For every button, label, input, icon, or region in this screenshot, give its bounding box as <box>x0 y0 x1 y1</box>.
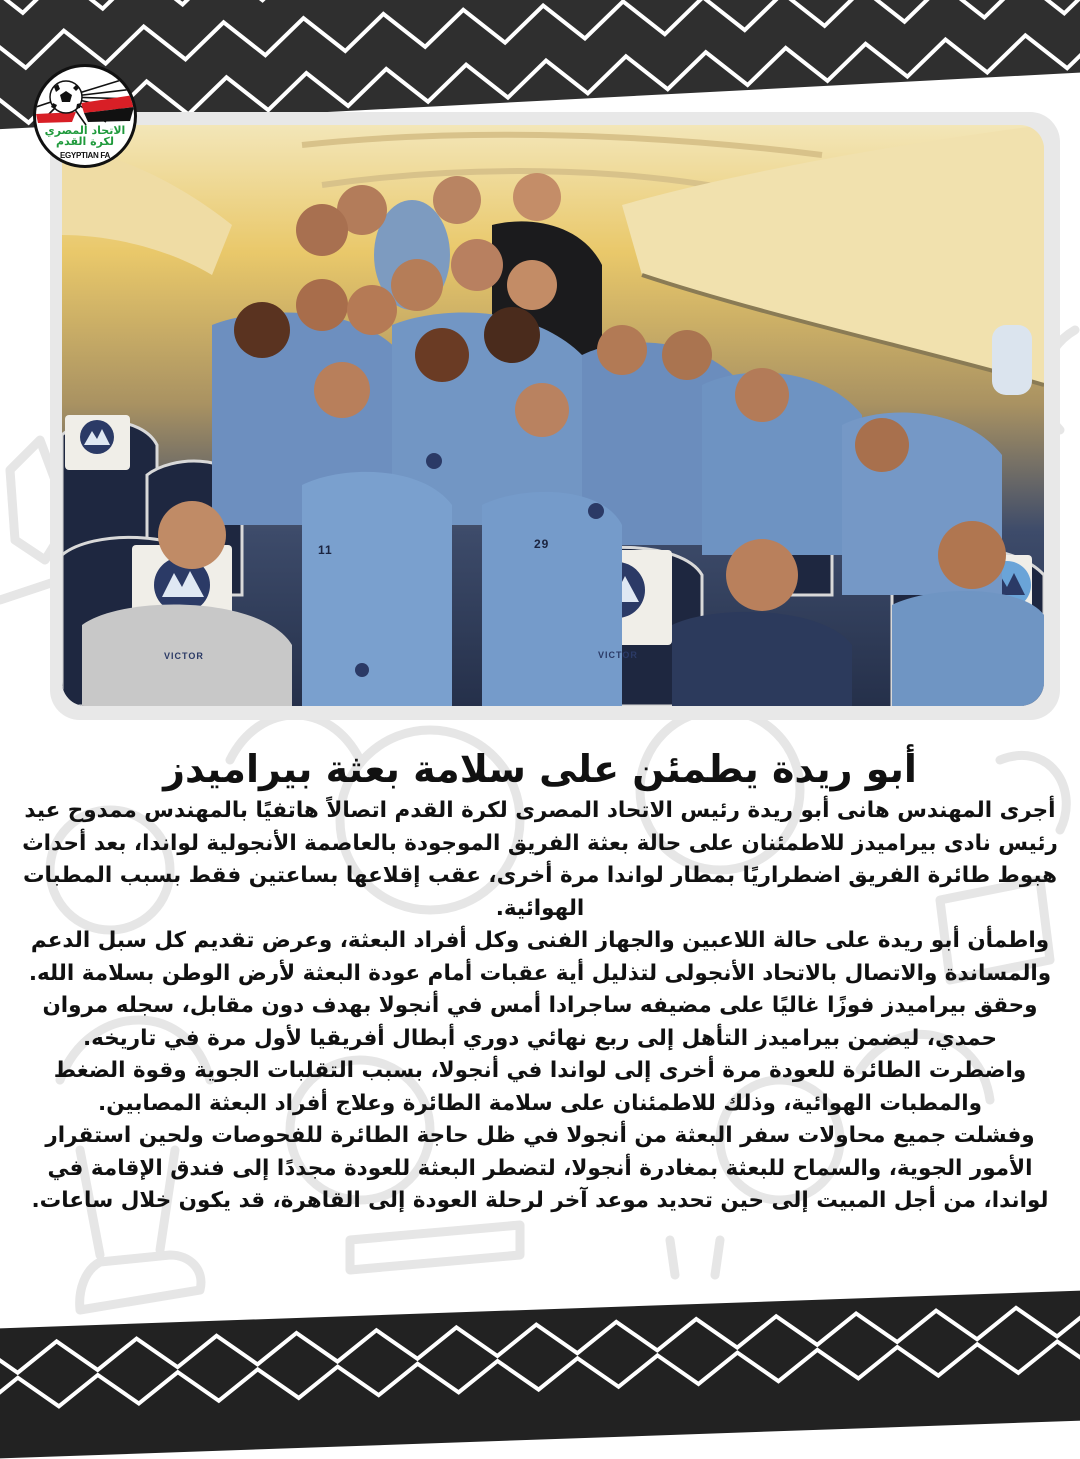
article-paragraph: وحقق بيراميدز فوزًا غاليًا على مضيفه ساجرادا أمس في أنجولا بهدف دون مقابل، سجله مروان حمدي، ليضمن بيراميدز التأهل إلى ربع نهائي دوري أبطال أفريقيا لأول مرة في تاريخه. <box>42 993 1038 1051</box>
seat-label: VICTOR <box>598 650 638 660</box>
article-paragraph: وفشلت جميع محاولات سفر البعثة من أنجولا في ظل حاجة الطائرة للفحوصات ولحين استقرار الأمور الجوية، والسماح للبعثة بمغادرة أنجولا، لتضطر البعثة للعودة مجددًا إلى فندق الإقامة في لواندا، من أجل المبيت إلى حين تحديد موعد آخر لرحلة العودة إلى القاهرة، قد يكون خلال ساعات. <box>31 1123 1049 1213</box>
egyptian-fa-logo <box>33 64 137 168</box>
article-paragraph: واضطرت الطائرة للعودة مرة أخرى إلى لواندا في أنجولا، بسبب التقلبات الجوية وقوة الضغط والمطبات الهوائية، وذلك للاطمئنان على سلامة الطائرة وعلاج أفراد البعثة المصابين. <box>53 1058 1027 1116</box>
seat-label: VICTOR <box>164 651 204 661</box>
zigzag-pattern-icon <box>0 0 1080 130</box>
top-zigzag-band <box>0 0 1080 130</box>
logo-arabic-line1: الاتحاد المصري <box>44 124 126 137</box>
bottom-zigzag-band <box>0 1290 1080 1459</box>
jersey-number: 29 <box>534 537 550 551</box>
team-photo <box>62 125 1044 706</box>
article-paragraph: واطمأن أبو ريدة على حالة اللاعبين والجهاز الفنى وكل أفراد البعثة، وعرض تقديم كل سبل الدعم والمساندة والاتصال بالاتحاد الأنجولى لتذليل أية عقبات أمام عودة البعثة لأرض الوطن بسلامة الله. <box>28 928 1052 986</box>
zigzag-pattern-icon <box>0 1290 1080 1459</box>
article-body <box>20 795 1060 1218</box>
photo-frame <box>50 112 1060 720</box>
airplane-cabin-illustration-icon <box>62 125 1044 706</box>
logo-arabic-text <box>36 125 134 147</box>
article-title: أبو ريدة يطمئن على سلامة بعثة بيراميدز <box>163 747 917 792</box>
logo-english-text: EGYPTIAN FA <box>59 151 111 160</box>
article-paragraph: أجرى المهندس هانى أبو ريدة رئيس الاتحاد المصرى لكرة القدم اتصالاً هاتفيًا بالمهندس ممدوح عيد رئيس نادى بيراميدز للاطمئنان على حالة بعثة الفريق الموجودة بالعاصمة الأنجولية لواندا، بعد أحداث هبوط طائرة الفريق اضطراريًا بمطار لواندا مرة أخرى، عقب إقلاعها بساعتين فقط بسبب المطبات الهوائية. <box>22 798 1058 921</box>
jersey-number: 11 <box>318 543 333 557</box>
logo-arabic-line2: لكرة القدم <box>56 135 114 148</box>
